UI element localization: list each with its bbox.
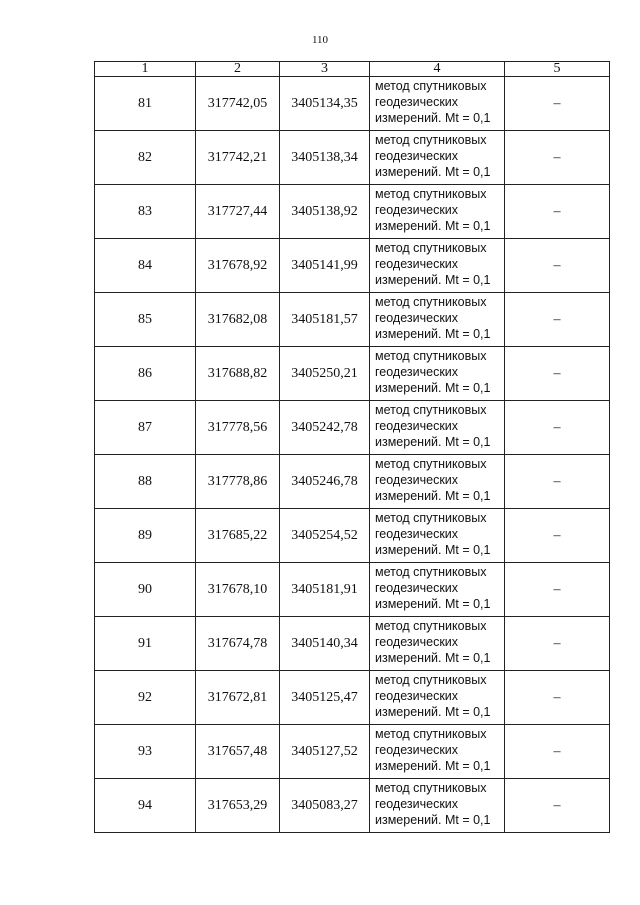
column-header-1: 1 [95,62,196,77]
method-line: измерений. Mt = 0,1 [375,111,491,125]
point-number-cell: 92 [95,671,196,725]
method-line: геодезических [375,581,459,595]
method-line: измерений. Mt = 0,1 [375,327,491,341]
method-cell [370,293,505,347]
method-line: геодезических [375,149,459,163]
method-line: измерений. Mt = 0,1 [375,597,491,611]
note-cell: – [505,455,610,509]
coordinates-table [94,61,610,833]
x-coordinate-cell: 317742,05 [196,77,280,131]
y-coordinate-cell: 3405127,52 [280,725,370,779]
point-number-cell: 82 [95,131,196,185]
method-cell [370,617,505,671]
table-row [95,239,610,293]
method-line: метод спутниковых [375,187,487,201]
x-coordinate-cell: 317742,21 [196,131,280,185]
method-cell [370,671,505,725]
x-coordinate-cell: 317688,82 [196,347,280,401]
table-row [95,725,610,779]
note-cell: – [505,563,610,617]
method-line: геодезических [375,743,459,757]
method-cell [370,239,505,293]
y-coordinate-cell: 3405181,91 [280,563,370,617]
point-number-cell: 85 [95,293,196,347]
method-cell [370,725,505,779]
y-coordinate-cell: 3405138,34 [280,131,370,185]
y-coordinate-cell: 3405125,47 [280,671,370,725]
method-line: геодезических [375,95,459,109]
page-number: 110 [311,34,329,46]
method-line: метод спутниковых [375,349,487,363]
method-line: геодезических [375,689,459,703]
method-line: измерений. Mt = 0,1 [375,813,491,827]
y-coordinate-cell: 3405254,52 [280,509,370,563]
method-line: геодезических [375,473,459,487]
note-cell: – [505,293,610,347]
point-number-cell: 91 [95,617,196,671]
method-line: геодезических [375,311,459,325]
table-row [95,455,610,509]
x-coordinate-cell: 317657,48 [196,725,280,779]
x-coordinate-cell: 317778,56 [196,401,280,455]
y-coordinate-cell: 3405138,92 [280,185,370,239]
note-cell: – [505,509,610,563]
table-row [95,347,610,401]
y-coordinate-cell: 3405181,57 [280,293,370,347]
method-line: геодезических [375,257,459,271]
method-line: геодезических [375,527,459,541]
method-line: метод спутниковых [375,565,487,579]
point-number-cell: 86 [95,347,196,401]
method-line: измерений. Mt = 0,1 [375,435,491,449]
note-cell: – [505,671,610,725]
x-coordinate-cell: 317685,22 [196,509,280,563]
method-line: измерений. Mt = 0,1 [375,273,491,287]
table-row [95,617,610,671]
x-coordinate-cell: 317672,81 [196,671,280,725]
point-number-cell: 84 [95,239,196,293]
column-header-3: 3 [280,62,370,77]
method-line: метод спутниковых [375,511,487,525]
y-coordinate-cell: 3405242,78 [280,401,370,455]
note-cell: – [505,779,610,833]
method-line: метод спутниковых [375,241,487,255]
method-line: геодезических [375,203,459,217]
table-row [95,77,610,131]
table-body [95,77,610,833]
y-coordinate-cell: 3405250,21 [280,347,370,401]
table-row [95,509,610,563]
method-line: метод спутниковых [375,727,487,741]
x-coordinate-cell: 317682,08 [196,293,280,347]
method-line: геодезических [375,365,459,379]
y-coordinate-cell: 3405134,35 [280,77,370,131]
point-number-cell: 89 [95,509,196,563]
point-number-cell: 81 [95,77,196,131]
method-cell [370,77,505,131]
column-header-2: 2 [196,62,280,77]
method-line: метод спутниковых [375,619,487,633]
method-line: измерений. Mt = 0,1 [375,543,491,557]
table-row [95,185,610,239]
method-line: метод спутниковых [375,673,487,687]
point-number-cell: 83 [95,185,196,239]
note-cell: – [505,131,610,185]
note-cell: – [505,401,610,455]
method-cell [370,509,505,563]
note-cell: – [505,77,610,131]
method-line: измерений. Mt = 0,1 [375,651,491,665]
method-line: измерений. Mt = 0,1 [375,489,491,503]
point-number-cell: 94 [95,779,196,833]
method-line: метод спутниковых [375,457,487,471]
method-line: измерений. Mt = 0,1 [375,705,491,719]
note-cell: – [505,239,610,293]
method-line: измерений. Mt = 0,1 [375,759,491,773]
method-cell [370,779,505,833]
method-cell [370,131,505,185]
method-line: геодезических [375,635,459,649]
method-line: метод спутниковых [375,133,487,147]
x-coordinate-cell: 317678,10 [196,563,280,617]
table-header-row [95,62,610,77]
point-number-cell: 93 [95,725,196,779]
method-line: геодезических [375,419,459,433]
point-number-cell: 88 [95,455,196,509]
table-row [95,779,610,833]
method-cell [370,455,505,509]
method-line: метод спутниковых [375,781,487,795]
x-coordinate-cell: 317727,44 [196,185,280,239]
table-row [95,293,610,347]
y-coordinate-cell: 3405141,99 [280,239,370,293]
method-line: метод спутниковых [375,295,487,309]
y-coordinate-cell: 3405246,78 [280,455,370,509]
note-cell: – [505,617,610,671]
x-coordinate-cell: 317778,86 [196,455,280,509]
note-cell: – [505,185,610,239]
column-header-5: 5 [505,62,610,77]
method-line: метод спутниковых [375,403,487,417]
method-cell [370,185,505,239]
method-cell [370,347,505,401]
x-coordinate-cell: 317674,78 [196,617,280,671]
method-line: метод спутниковых [375,79,487,93]
point-number-cell: 90 [95,563,196,617]
point-number-cell: 87 [95,401,196,455]
method-line: измерений. Mt = 0,1 [375,381,491,395]
method-line: измерений. Mt = 0,1 [375,219,491,233]
table-row [95,671,610,725]
y-coordinate-cell: 3405083,27 [280,779,370,833]
table-row [95,563,610,617]
y-coordinate-cell: 3405140,34 [280,617,370,671]
x-coordinate-cell: 317678,92 [196,239,280,293]
method-cell [370,563,505,617]
method-line: измерений. Mt = 0,1 [375,165,491,179]
table-row [95,131,610,185]
method-line: геодезических [375,797,459,811]
x-coordinate-cell: 317653,29 [196,779,280,833]
method-cell [370,401,505,455]
table-row [95,401,610,455]
note-cell: – [505,725,610,779]
note-cell: – [505,347,610,401]
column-header-4: 4 [370,62,505,77]
